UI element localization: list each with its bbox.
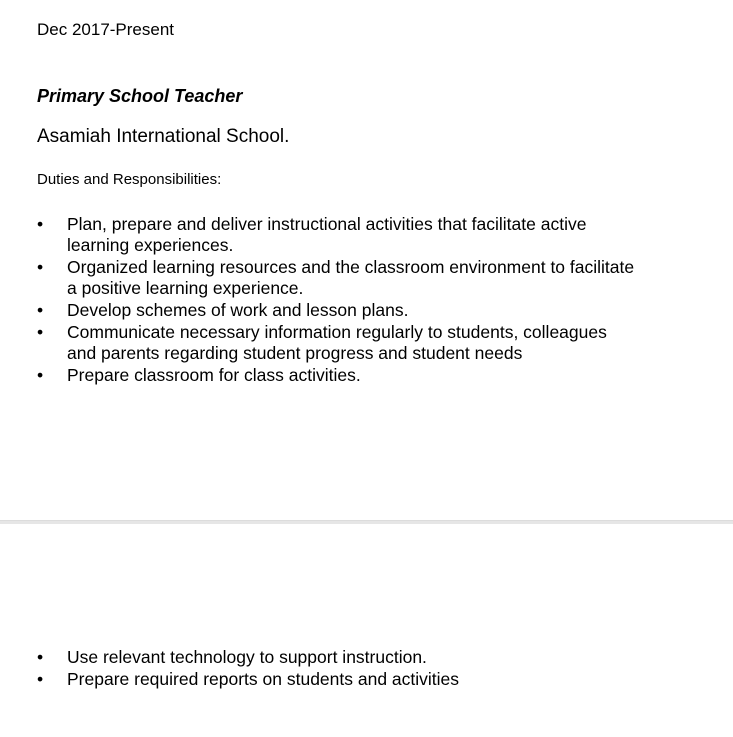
employment-date-range: Dec 2017-Present [37,20,175,39]
duty-text: Organized learning resources and the classroom environment to facilitate a positive learning experience. [67,257,635,298]
list-item [0,365,637,386]
duty-text: Use relevant technology to support instruction. [67,647,427,667]
list-item [0,322,637,364]
list-item [0,257,637,299]
list-item [0,647,637,668]
list-item [0,300,637,321]
document-page-2 [0,524,733,737]
duty-text: Develop schemes of work and lesson plans. [67,300,409,320]
bullet-icon: • [37,214,44,234]
duties-heading: Duties and Responsibilities: [37,171,222,188]
list-item [0,214,637,256]
duty-text: Plan, prepare and deliver instructional activities that facilitate active learning experiences. [67,214,587,255]
duty-text: Communicate necessary information regularly to students, colleagues and parents regarding student progress and student needs [67,322,607,363]
duties-list [0,214,680,387]
duties-list-continued [0,647,680,691]
duty-text: Prepare classroom for class activities. [67,365,361,385]
employer-name: Asamiah International School. [37,126,290,147]
duty-text: Prepare required reports on students and activities [67,669,460,689]
bullet-icon: • [37,322,44,342]
bullet-icon: • [37,669,44,689]
bullet-icon: • [37,257,44,277]
bullet-icon: • [37,300,44,320]
list-item [0,669,637,690]
bullet-icon: • [37,365,44,385]
job-title: Primary School Teacher [37,86,243,106]
bullet-icon: • [37,647,44,667]
